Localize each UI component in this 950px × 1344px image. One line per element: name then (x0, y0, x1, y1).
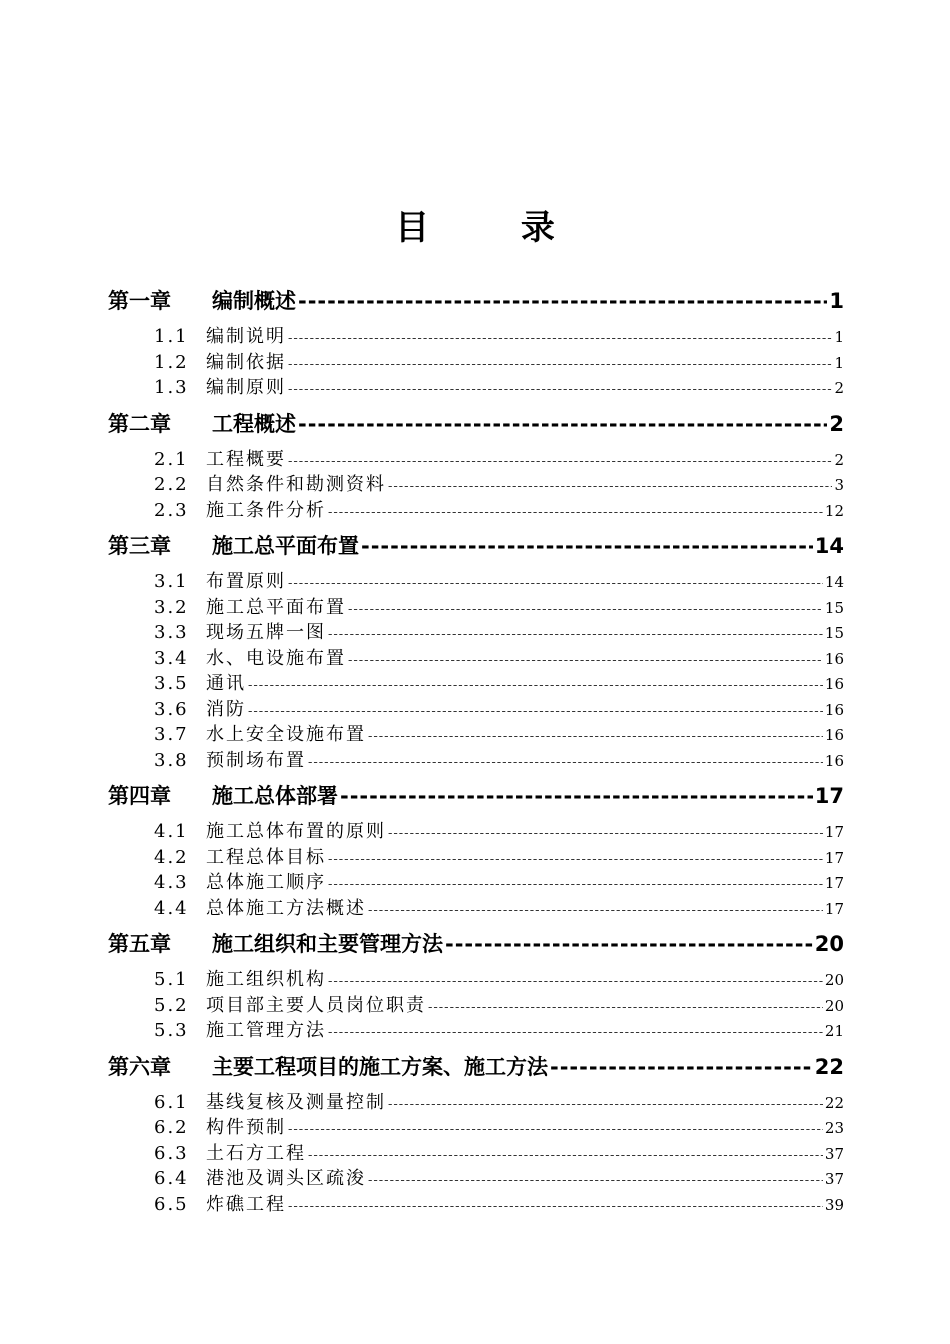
section-number: 6.1 (154, 1091, 189, 1113)
dot-leader (328, 967, 823, 993)
section-number: 3.7 (154, 724, 189, 745)
dot-leader (288, 447, 832, 473)
section-title: 土石方工程 (206, 1142, 306, 1164)
toc-section-entry[interactable] (108, 993, 844, 1019)
chapter-number: 第二章 (108, 411, 171, 436)
dot-leader (308, 1141, 823, 1167)
dot-leader (368, 1166, 823, 1192)
section-page-number: 15 (824, 598, 844, 617)
toc-chapter-entry[interactable] (108, 407, 844, 441)
section-title: 构件预制 (206, 1117, 286, 1138)
toc-section-entry[interactable] (108, 569, 844, 595)
section-number: 3.8 (154, 749, 189, 771)
section-title: 消防 (206, 698, 246, 720)
section-number: 4.4 (154, 897, 189, 919)
toc-section-entry[interactable] (108, 1141, 844, 1167)
toc-section-entry[interactable] (108, 697, 844, 723)
dot-leader (328, 870, 823, 896)
dot-leader (328, 1018, 823, 1044)
section-page-number: 17 (824, 823, 844, 841)
dot-leader (328, 845, 823, 871)
toc-section-entry[interactable] (108, 447, 844, 473)
toc-section-entry[interactable] (108, 595, 844, 621)
section-number: 3.1 (154, 571, 189, 592)
toc-chapter-entry[interactable] (108, 284, 844, 318)
section-title: 布置原则 (206, 571, 286, 592)
section-page-number: 22 (824, 1093, 844, 1112)
toc-section-entry[interactable] (108, 671, 844, 697)
toc-section-entry[interactable] (108, 1192, 844, 1218)
section-number: 3.6 (154, 698, 189, 720)
chapter-title: 施工总平面布置 (212, 534, 359, 558)
section-title: 施工条件分析 (206, 499, 326, 521)
dot-leader (340, 779, 813, 813)
section-page-number: 16 (824, 726, 844, 744)
chapter-title: 施工组织和主要管理方法 (212, 932, 443, 956)
dot-leader (298, 407, 827, 441)
chapter-page-number: 14 (814, 534, 844, 558)
section-number: 3.4 (154, 647, 189, 669)
dot-leader (361, 529, 813, 563)
section-number: 6.5 (154, 1193, 189, 1215)
section-page-number: 1 (834, 353, 844, 372)
section-number: 3.5 (154, 673, 189, 694)
toc-section-entry[interactable] (108, 472, 844, 498)
section-page-number: 39 (824, 1195, 844, 1214)
section-number: 2.2 (154, 474, 189, 495)
section-title: 预制场布置 (206, 749, 306, 771)
chapter-page-number: 20 (814, 932, 844, 956)
toc-section-entry[interactable] (108, 845, 844, 871)
section-title: 炸礁工程 (206, 1193, 286, 1215)
chapter-number: 第四章 (108, 784, 171, 808)
table-of-contents (108, 284, 844, 1217)
toc-chapter-entry[interactable] (108, 927, 844, 961)
chapter-number: 第六章 (108, 1054, 171, 1079)
dot-leader (388, 1090, 823, 1116)
toc-section-entry[interactable] (108, 1166, 844, 1192)
chapter-page-number: 22 (814, 1054, 844, 1079)
toc-section-entry[interactable] (108, 620, 844, 646)
toc-section-entry[interactable] (108, 896, 844, 922)
section-title: 施工组织机构 (206, 969, 326, 990)
chapter-title: 编制概述 (212, 289, 296, 313)
toc-section-entry[interactable] (108, 1018, 844, 1044)
section-title: 现场五牌一图 (206, 622, 326, 643)
section-page-number: 17 (824, 874, 844, 892)
toc-section-entry[interactable] (108, 748, 844, 774)
section-title: 总体施工顺序 (206, 872, 326, 893)
section-title: 总体施工方法概述 (206, 897, 366, 919)
dot-leader (288, 1115, 823, 1141)
section-page-number: 12 (824, 501, 844, 520)
chapter-number: 第五章 (108, 932, 171, 956)
section-number: 6.2 (154, 1117, 189, 1138)
section-number: 5.1 (154, 969, 189, 990)
section-page-number: 16 (824, 700, 844, 719)
toc-section-entry[interactable] (108, 819, 844, 845)
section-title: 施工总体布置的原则 (206, 821, 386, 842)
dot-leader (388, 472, 832, 498)
dot-leader (288, 569, 823, 595)
dot-leader (288, 350, 832, 376)
toc-title: 目 录 (395, 208, 595, 248)
dot-leader (288, 324, 832, 350)
section-title: 工程概要 (206, 448, 286, 470)
section-page-number: 16 (824, 675, 844, 693)
section-title: 水、电设施布置 (206, 647, 346, 669)
dot-leader (248, 671, 823, 697)
dot-leader (428, 993, 823, 1019)
toc-section-entry[interactable] (108, 1115, 844, 1141)
section-number: 6.3 (154, 1142, 189, 1164)
section-title: 通讯 (206, 673, 246, 694)
section-page-number: 3 (834, 476, 844, 494)
section-number: 1.2 (154, 351, 189, 373)
section-title: 港池及调头区疏浚 (206, 1168, 366, 1189)
chapter-number: 第一章 (108, 289, 171, 313)
toc-section-entry[interactable] (108, 870, 844, 896)
section-page-number: 1 (834, 328, 844, 346)
section-title: 基线复核及测量控制 (206, 1091, 386, 1113)
toc-chapter-entry[interactable] (108, 1050, 844, 1084)
toc-section-entry[interactable] (108, 722, 844, 748)
dot-leader (445, 927, 813, 961)
section-number: 6.4 (154, 1168, 189, 1189)
section-title: 施工总平面布置 (206, 596, 346, 618)
dot-leader (368, 896, 823, 922)
dot-leader (348, 646, 823, 672)
section-number: 2.1 (154, 448, 189, 470)
dot-leader (288, 375, 832, 401)
section-page-number: 17 (824, 899, 844, 918)
chapter-page-number: 2 (829, 411, 844, 436)
toc-chapter-entry[interactable] (108, 779, 844, 813)
toc-section-entry[interactable] (108, 375, 844, 401)
section-number: 4.3 (154, 872, 189, 893)
section-title: 编制依据 (206, 351, 286, 373)
section-number: 1.3 (154, 377, 189, 398)
section-page-number: 2 (834, 379, 844, 397)
dot-leader (288, 1192, 823, 1218)
dot-leader (388, 819, 823, 845)
section-page-number: 2 (834, 450, 844, 469)
dot-leader (298, 284, 827, 318)
chapter-number: 第三章 (108, 534, 171, 558)
toc-section-entry[interactable] (108, 498, 844, 524)
section-page-number: 16 (824, 649, 844, 668)
section-title: 工程总体目标 (206, 846, 326, 868)
section-page-number: 20 (824, 996, 844, 1015)
chapter-title: 施工总体部署 (212, 784, 338, 808)
toc-section-entry[interactable] (108, 646, 844, 672)
section-title: 编制原则 (206, 377, 286, 398)
section-page-number: 23 (824, 1119, 844, 1137)
section-page-number: 37 (824, 1170, 844, 1188)
section-number: 3.3 (154, 622, 189, 643)
section-number: 5.3 (154, 1020, 189, 1041)
section-page-number: 20 (824, 971, 844, 989)
dot-leader (308, 748, 823, 774)
dot-leader (328, 498, 823, 524)
section-page-number: 16 (824, 751, 844, 770)
dot-leader (550, 1050, 813, 1084)
section-number: 5.2 (154, 994, 189, 1016)
section-number: 1.1 (154, 326, 189, 347)
section-title: 水上安全设施布置 (206, 724, 366, 745)
section-title: 自然条件和勘测资料 (206, 474, 386, 495)
toc-section-entry[interactable] (108, 1090, 844, 1116)
chapter-title: 工程概述 (212, 411, 296, 436)
chapter-page-number: 1 (829, 289, 844, 313)
toc-chapter-entry[interactable] (108, 529, 844, 563)
dot-leader (248, 697, 823, 723)
toc-section-entry[interactable] (108, 350, 844, 376)
section-number: 4.1 (154, 821, 189, 842)
dot-leader (348, 595, 823, 621)
chapter-page-number: 17 (814, 784, 844, 808)
section-page-number: 15 (824, 624, 844, 642)
section-title: 编制说明 (206, 326, 286, 347)
section-number: 2.3 (154, 499, 189, 521)
section-title: 项目部主要人员岗位职责 (206, 994, 426, 1016)
chapter-title: 主要工程项目的施工方案、施工方法 (212, 1054, 548, 1079)
dot-leader (328, 620, 823, 646)
toc-section-entry[interactable] (108, 324, 844, 350)
section-number: 4.2 (154, 846, 189, 868)
section-page-number: 21 (824, 1022, 844, 1040)
section-page-number: 17 (824, 848, 844, 867)
section-page-number: 37 (824, 1144, 844, 1163)
section-title: 施工管理方法 (206, 1020, 326, 1041)
section-number: 3.2 (154, 596, 189, 618)
section-page-number: 14 (824, 573, 844, 591)
dot-leader (368, 722, 823, 748)
toc-section-entry[interactable] (108, 967, 844, 993)
